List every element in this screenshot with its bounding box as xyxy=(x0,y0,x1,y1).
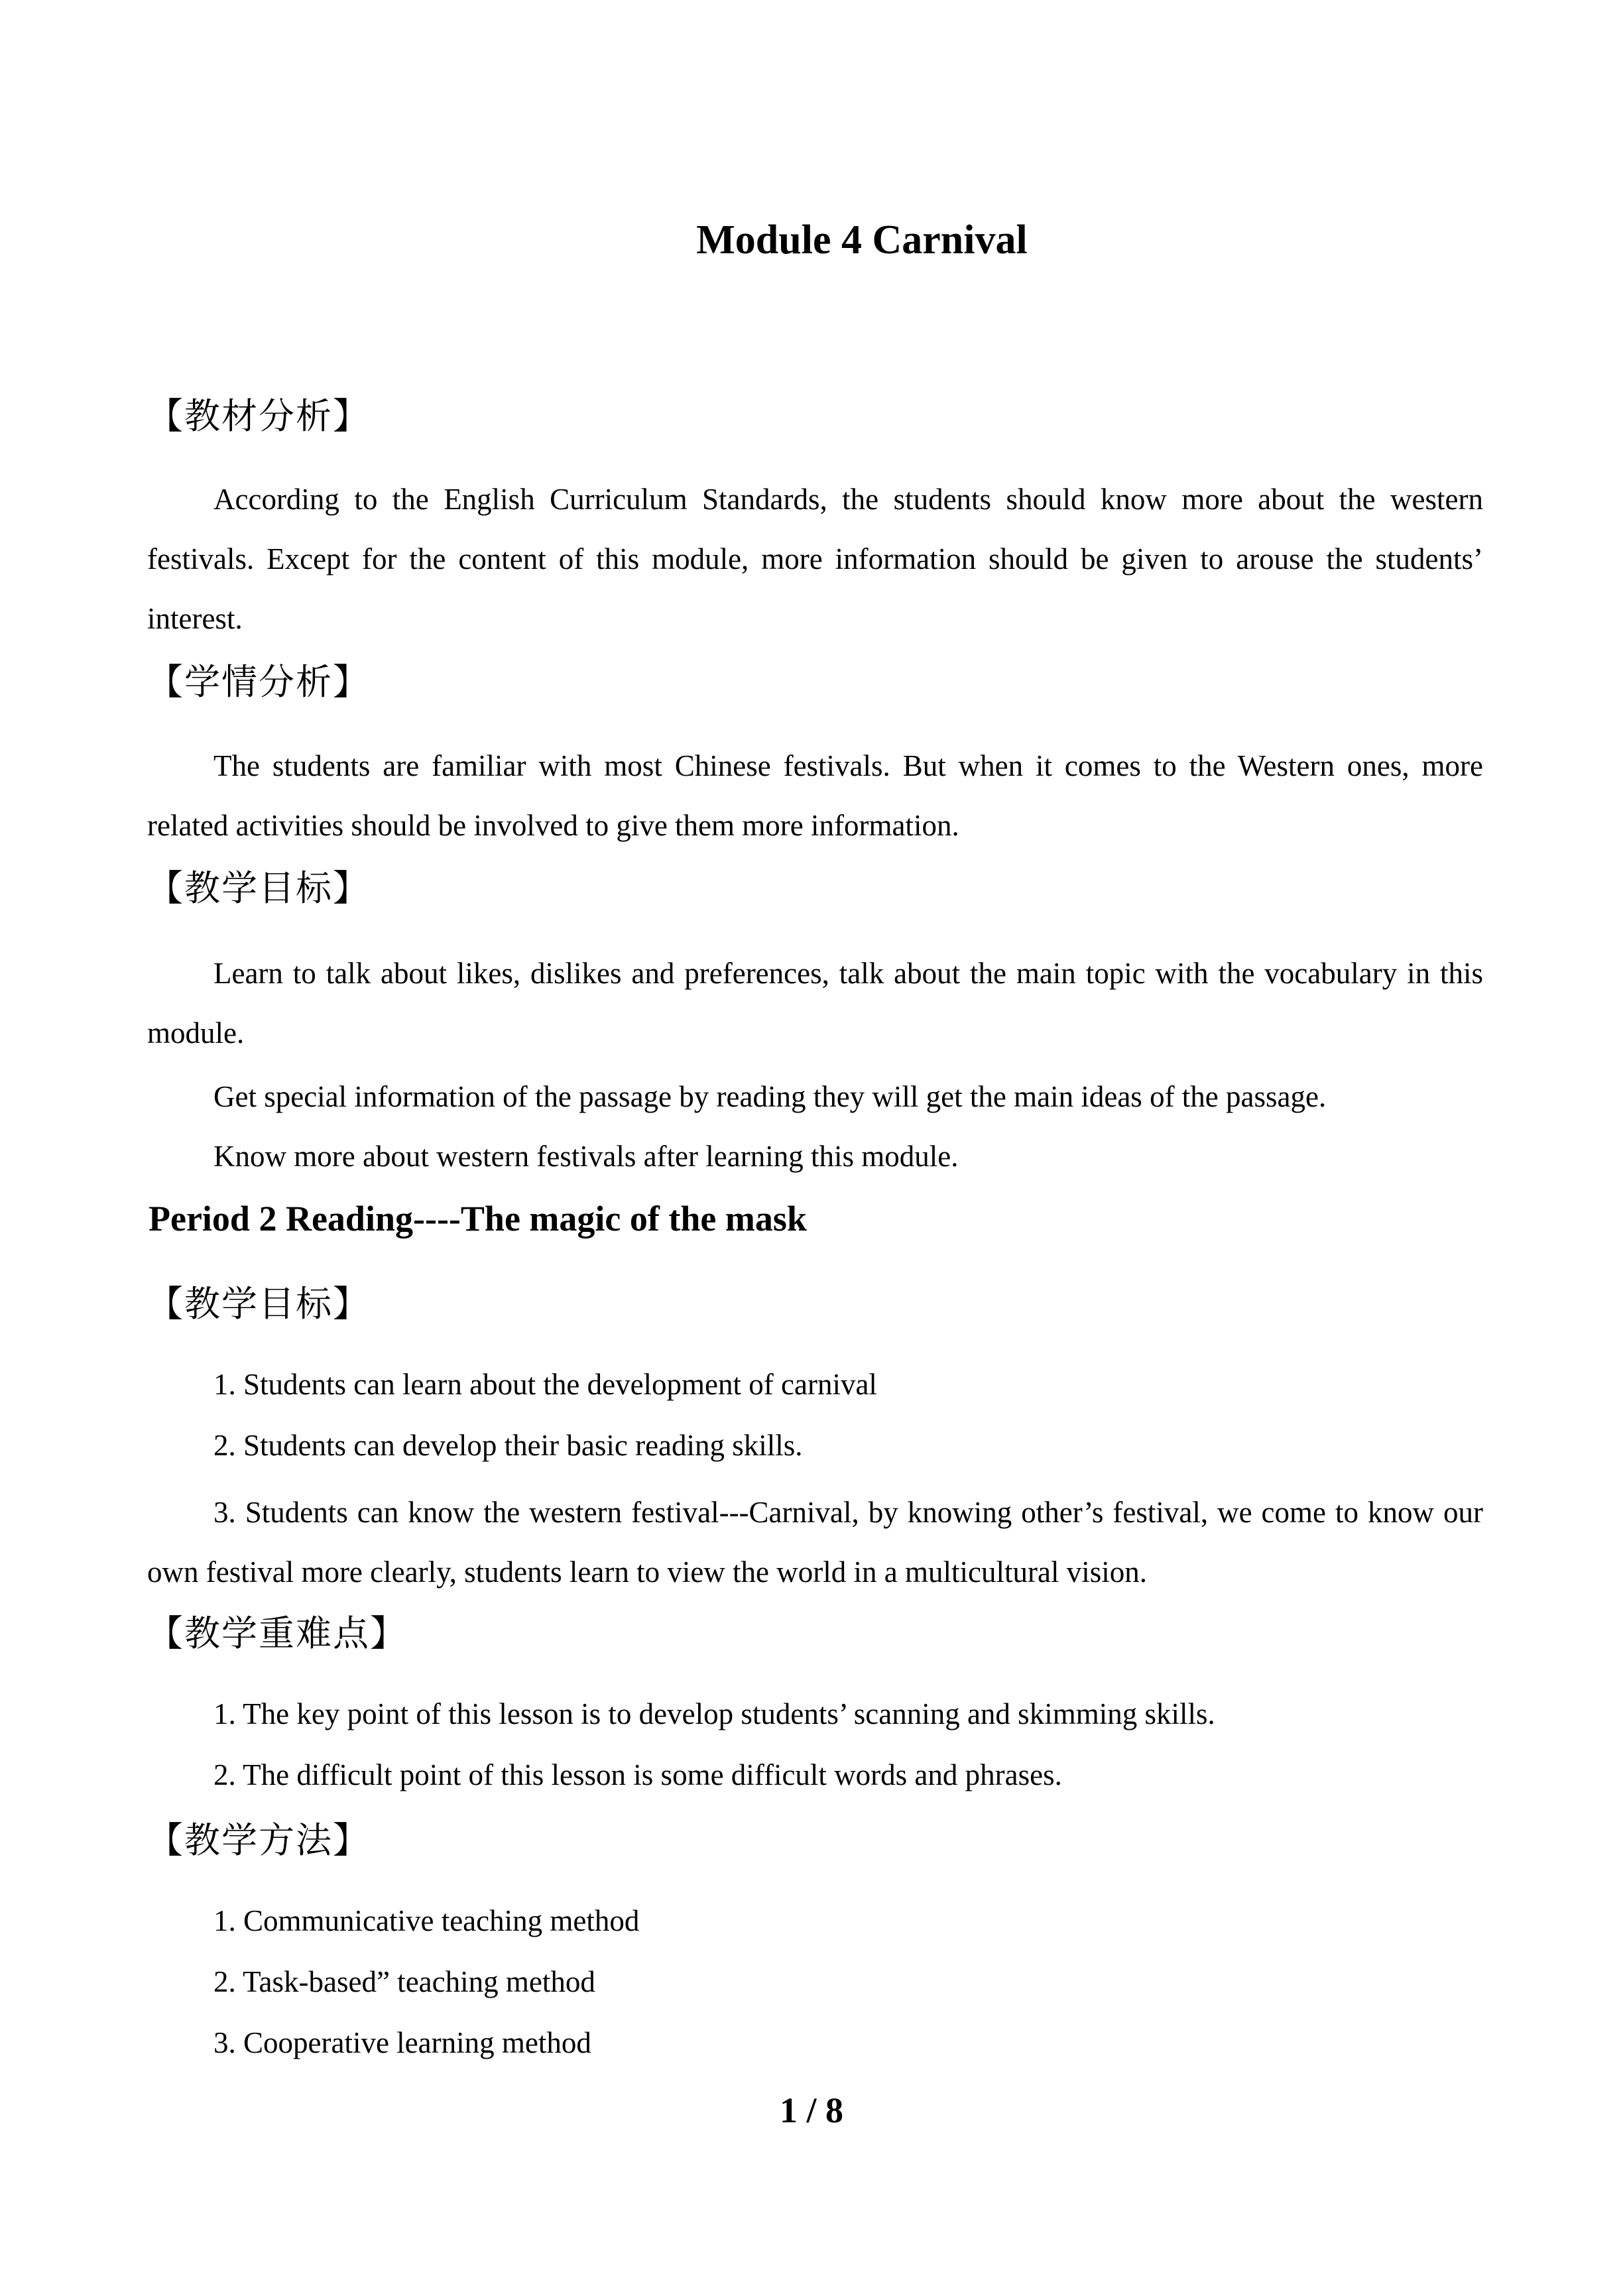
page-number: 1 / 8 xyxy=(779,2090,843,2130)
period-heading-teaching-objectives: 【教学目标】 xyxy=(147,1283,370,1325)
objective-paragraph-3: Know more about western festivals after learning this module. xyxy=(213,1140,959,1173)
section-heading-key-difficult-points: 【教学重难点】 xyxy=(147,1612,407,1654)
section-heading-textbook-analysis: 【教材分析】 xyxy=(147,395,370,437)
key-point-item-1: 1. The key point of this lesson is to develop students’ scanning and skimming skills. xyxy=(213,1697,1215,1730)
period-objective-item-2: 2. Students can develop their basic reading skills. xyxy=(213,1429,803,1462)
method-item-2: 2. Task-based” teaching method xyxy=(213,1965,595,1998)
student-analysis-paragraph: The students are familiar with most Chinese festivals. But when it comes to the Western ones, more related activities should be involved to give them more information. xyxy=(147,749,1483,842)
period-objective-item-1: 1. Students can learn about the development of carnival xyxy=(213,1368,877,1401)
method-item-1: 1. Communicative teaching method xyxy=(213,1904,640,1937)
period-title: Period 2 Reading----The magic of the mask xyxy=(149,1199,807,1239)
section-heading-teaching-methods: 【教学方法】 xyxy=(147,1819,370,1861)
textbook-analysis-paragraph: According to the English Curriculum Standards, the students should know more about the western festivals. Except for the content of this module, more information should be given to arouse the students’ interest. xyxy=(147,483,1483,635)
key-point-item-2: 2. The difficult point of this lesson is some difficult words and phrases. xyxy=(213,1758,1062,1791)
period-objective-item-3: 3. Students can know the western festival---Carnival, by knowing other’s festival, we come to know our own festival more clearly, students learn to view the world in a multicultural vision. xyxy=(147,1496,1483,1589)
method-item-3: 3. Cooperative learning method xyxy=(213,2026,591,2059)
document-title: Module 4 Carnival xyxy=(696,217,1028,263)
section-heading-teaching-objectives: 【教学目标】 xyxy=(147,867,370,909)
objective-paragraph-1: Learn to talk about likes, dislikes and preferences, talk about the main topic with the vocabulary in this module. xyxy=(147,957,1483,1050)
section-heading-student-analysis: 【学情分析】 xyxy=(147,661,370,703)
objective-paragraph-2: Get special information of the passage by reading they will get the main ideas of the passage. xyxy=(213,1080,1327,1113)
